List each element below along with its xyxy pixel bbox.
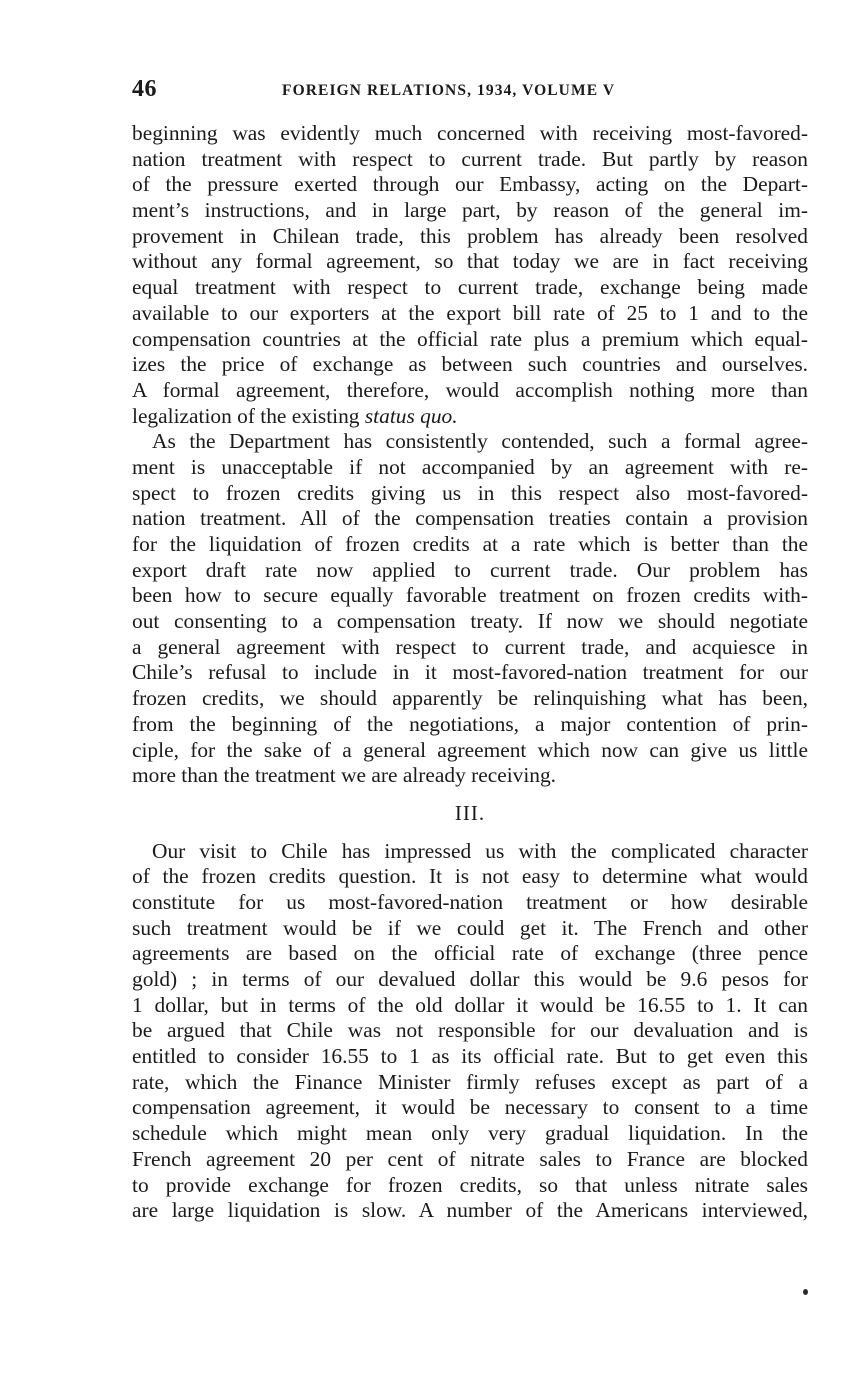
text-line: of the frozen credits question. It is not easy to determine what would	[132, 864, 808, 889]
page-number: 46	[132, 76, 157, 102]
text-line: equal treatment with respect to current trade, exchange being made	[132, 275, 808, 300]
text-line: gold) ; in terms of our devalued dollar this would be 9.6 pesos for	[132, 967, 808, 991]
text-line: more than the treatment we are already receiving.	[132, 763, 557, 788]
text-line: A formal agreement, therefore, would accomplish nothing more than	[132, 377, 808, 402]
text-line: entitled to consider 16.55 to 1 as its official rate. But to get even this	[132, 1044, 808, 1069]
text-line: spect to frozen credits giving us in this respect also most-favored-	[132, 480, 808, 505]
text-line: rate, which the Finance Minister firmly refuses except as part of a	[132, 1069, 808, 1094]
text-line	[132, 404, 808, 430]
text-line: beginning was evidently much concerned with receiving most-favored-	[132, 121, 808, 145]
text-span: legalization of the existing	[132, 403, 365, 428]
text-line: ment is unacceptable if not accompanied by an agreement with re-	[132, 454, 808, 479]
paragraph-1	[132, 121, 808, 429]
text-line: As the Department has consistently contended, such a formal agree-	[152, 429, 808, 454]
text-line: Chile’s refusal to include in it most-favored-nation treatment for our	[132, 660, 808, 685]
ink-mark	[803, 1289, 808, 1295]
section-heading: III.	[454, 800, 486, 825]
text-line: French agreement 20 per cent of nitrate sales to France are blocked	[132, 1146, 808, 1171]
text-line: provement in Chilean trade, this problem has already been resolved	[132, 223, 808, 248]
text-line: be argued that Chile was not responsible for our devaluation and is	[132, 1018, 808, 1043]
text-line: available to our exporters at the export bill rate of 25 to 1 and to the	[132, 300, 808, 325]
text-line: compensation agreement, it would be necessary to consent to a time	[132, 1095, 808, 1120]
text-line: out consenting to a compensation treaty. If now we should negotiate	[132, 609, 808, 634]
text-line: ciple, for the sake of a general agreement which now can give us little	[132, 737, 808, 762]
text-line: compensation countries at the official rate plus a premium which equal-	[132, 326, 808, 351]
text-line: constitute for us most-favored-nation treatment or how desirable	[132, 889, 808, 914]
italic-text: status quo.	[364, 403, 458, 428]
text-line: export draft rate now applied to current trade. Our problem has	[132, 557, 808, 582]
text-line: schedule which might mean only very gradual liquidation. In the	[132, 1121, 808, 1146]
text-line: frozen credits, we should apparently be relinquishing what has been,	[132, 686, 808, 711]
text-line: from the beginning of the negotiations, a major contention of prin-	[132, 711, 808, 736]
paragraph-3	[132, 839, 808, 1224]
text-line: nation treatment. All of the compensation treaties contain a provision	[132, 506, 808, 531]
page-header	[132, 76, 808, 108]
text-line: to provide exchange for frozen credits, so that unless nitrate sales	[132, 1172, 808, 1197]
text-line: a general agreement with respect to current trade, and acquiesce in	[132, 634, 808, 659]
running-head: FOREIGN RELATIONS, 1934, VOLUME V	[282, 82, 616, 99]
text-line: izes the price of exchange as between such countries and ourselves.	[132, 352, 808, 377]
text-line: of the pressure exerted through our Embassy, acting on the Depart-	[132, 172, 808, 197]
text-line: nation treatment with respect to current trade. But partly by reason	[132, 146, 808, 171]
text-line: are large liquidation is slow. A number of the Americans interviewed,	[132, 1198, 808, 1223]
text-line: agreements are based on the official rate of exchange (three pence	[132, 941, 808, 966]
text-line: been how to secure equally favorable treatment on frozen credits with-	[132, 583, 808, 608]
text-line: for the liquidation of frozen credits at a rate which is better than the	[132, 532, 808, 556]
body-text	[132, 121, 808, 1224]
text-line: ment’s instructions, and in large part, by reason of the general im-	[132, 198, 808, 223]
text-line: without any formal agreement, so that today we are in fact receiving	[132, 249, 808, 274]
text-line: 1 dollar, but in terms of the old dollar it would be 16.55 to 1. It can	[132, 992, 808, 1017]
paragraph-2	[132, 429, 808, 789]
text-line: such treatment would be if we could get it. The French and other	[132, 915, 808, 940]
text-line: Our visit to Chile has impressed us with the complicated character	[152, 838, 808, 863]
